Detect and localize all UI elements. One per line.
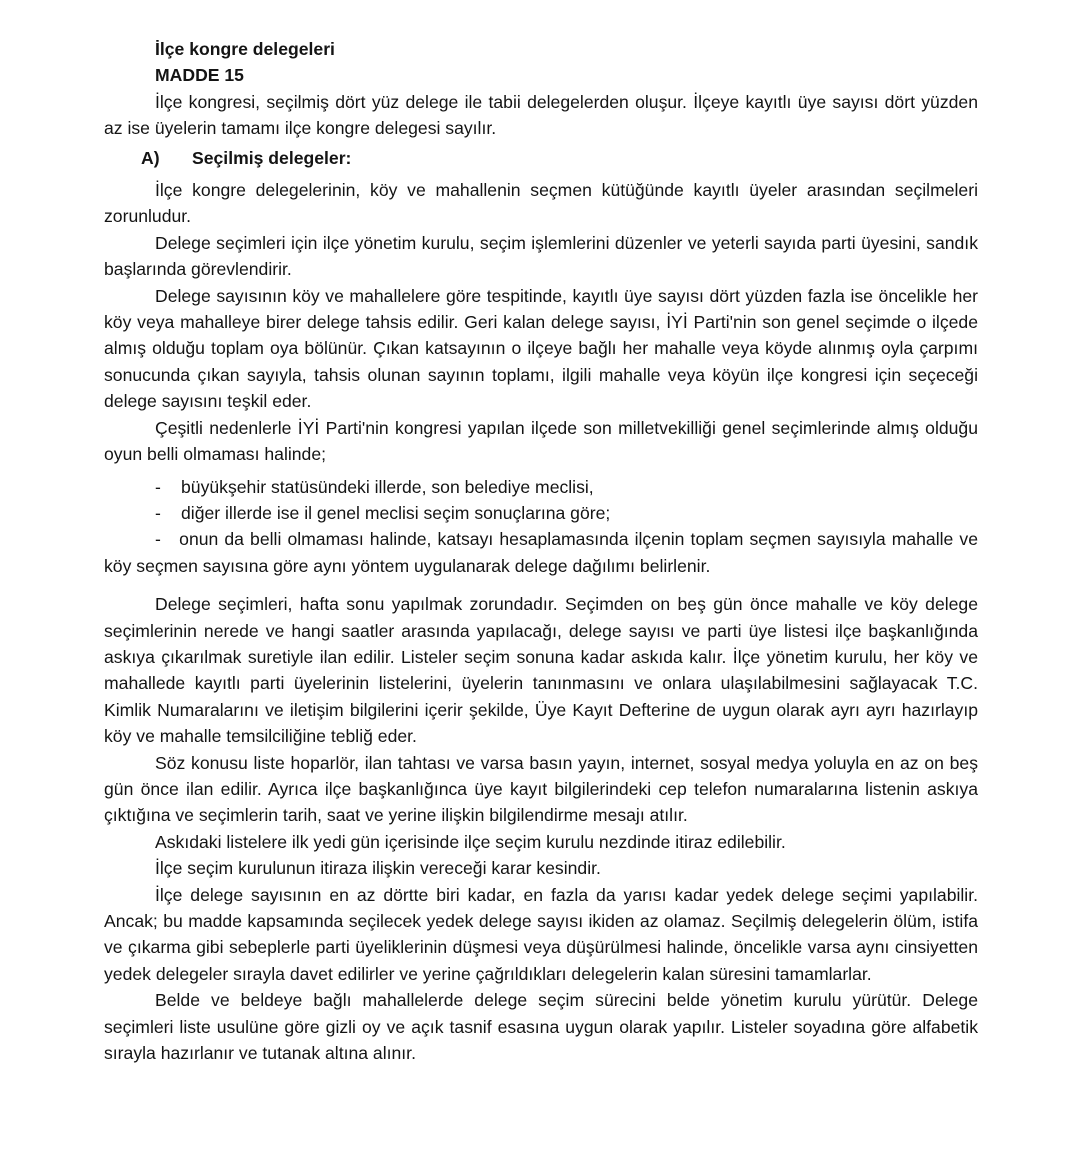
dash-marker: - [155,529,161,550]
article-number: MADDE 15 [155,65,244,86]
paragraph: Delege seçimleri için ilçe yönetim kurulu, seçim işlemlerini düzenler ve yeterli sayıda parti üyesini, sandık başlarında görevlendirir. [104,232,978,280]
paragraph: Delege seçimleri, hafta sonu yapılmak zorundadır. Seçimden on beş gün önce mahalle ve köy delege seçimlerinin nerede ve hangi saatler arasında yapılacağı, delege sayısı ve parti üye listesi ilçe başkanlığında askıya çıkarılmak suretiyle ilan edilir. Listeler seçim sonuna kadar askıda kalır. İlçe yönetim kurulu, her köy ve mahallede kayıtlı parti üyelerinin listelerini, üyelerin tanınmasını ve onlara ulaşılabilmesini sağlayacak T.C. Kimlik Numaralarını ve iletişim bilgilerini içerir şekilde, Üye Kayıt Defterine de uygun olarak ayrı ayrı hazırlayıp köy ve mahalle temsilciliğine tebliğ eder. [104,594,978,747]
paragraph: Çeşitli nedenlerle İYİ Parti'nin kongresi yapılan ilçede son milletvekilliği genel seçimlerinde almış olduğu oyun belli olmaması halinde; [104,417,978,465]
list-item [104,474,978,500]
paragraph: Delege sayısının köy ve mahallelere göre tespitinde, kayıtlı üye sayısı dört yüzden fazla ise öncelikle her köy veya mahalleye birer delege tahsis edilir. Geri kalan delege sayısı, İYİ Parti'nin son genel seçimde o ilçede almış olduğu toplam oya bölünür. Çıkan katsayının o ilçeye bağlı her mahalle veya köyde alınmış oyla çarpımı sonucunda çıkan sayıyla, tahsis olunan sayının toplamı, ilgili mahalle veya köyün ilçe kongresi için seçeceği delege sayısını teşkil eder. [104,285,978,412]
dash-marker: - [155,476,161,497]
section-title: Seçilmiş delegeler: [192,147,352,168]
paragraph: İlçe kongre delegelerinin, köy ve mahallenin seçmen kütüğünde kayıtlı üyeler arasından seçilmeleri zorunludur. [104,180,978,227]
paragraph: İlçe seçim kurulunun itiraza ilişkin vereceği karar kesindir. [155,858,601,879]
list-item-text: diğer illerde ise il genel meclisi seçim sonuçlarına göre; [181,502,611,523]
intro-paragraph: İlçe kongresi, seçilmiş dört yüz delege ile tabii delegelerden oluşur. İlçeye kayıtlı üye sayısı dört yüzden az ise üyelerin tamamı ilçe kongre delegesi sayılır. [104,91,978,139]
paragraph: İlçe delege sayısının en az dörtte biri kadar, en fazla da yarısı kadar yedek delege seçimi yapılabilir. Ancak; bu madde kapsamında seçilecek yedek delege sayısı ikiden az olamaz. Seçilmiş delegelerin ölüm, istifa ve çıkarma gibi sebeplerle parti üyeliklerinin düşmesi veya düşürülmesi halinde, öncelikle varsa aynı cinsiyetten yedek delegeler sırayla davet edilirler ve yerine çağrıldıkları delegelerin kalan süresini tamamlarlar. [104,884,978,984]
document-page [104,36,978,1066]
list-item [104,526,978,579]
paragraph: Askıdaki listelere ilk yedi gün içerisinde ilçe seçim kurulu nezdinde itiraz edilebilir. [155,831,786,852]
list-item [104,500,978,526]
section-heading [104,145,978,171]
dash-marker: - [155,502,161,523]
list-item-text: büyükşehir statüsündeki illerde, son belediye meclisi, [181,476,594,497]
section-letter: A) [141,147,160,168]
list-item-text: onun da belli olmaması halinde, katsayı hesaplamasında ilçenin toplam seçmen sayısıyla mahalle ve köy seçmen sayısına göre aynı yöntem uygulanarak delege dağılımı belirlenir. [104,529,978,576]
paragraph: Belde ve beldeye bağlı mahallelerde delege seçim sürecini belde yönetim kurulu yürütür. Delege seçimleri liste usulüne göre gizli oy ve açık tasnif esasına uygun olarak yapılır. Listeler soyadına göre alfabetik sırayla hazırlanır ve tutanak altına alınır. [104,990,978,1064]
bullet-list [104,474,978,580]
paragraph: Söz konusu liste hoparlör, ilan tahtası ve varsa basın yayın, internet, sosyal medya yoluyla en az on beş gün önce ilan edilir. Ayrıca ilçe başkanlığınca üye kayıt bilgilerindeki cep telefon numaralarına listenin askıya çıktığına ve seçimlerin tarih, saat ve yerine ilişkin bilgilendirme mesajı atılır. [104,752,978,826]
document-title: İlçe kongre delegeleri [155,39,335,59]
